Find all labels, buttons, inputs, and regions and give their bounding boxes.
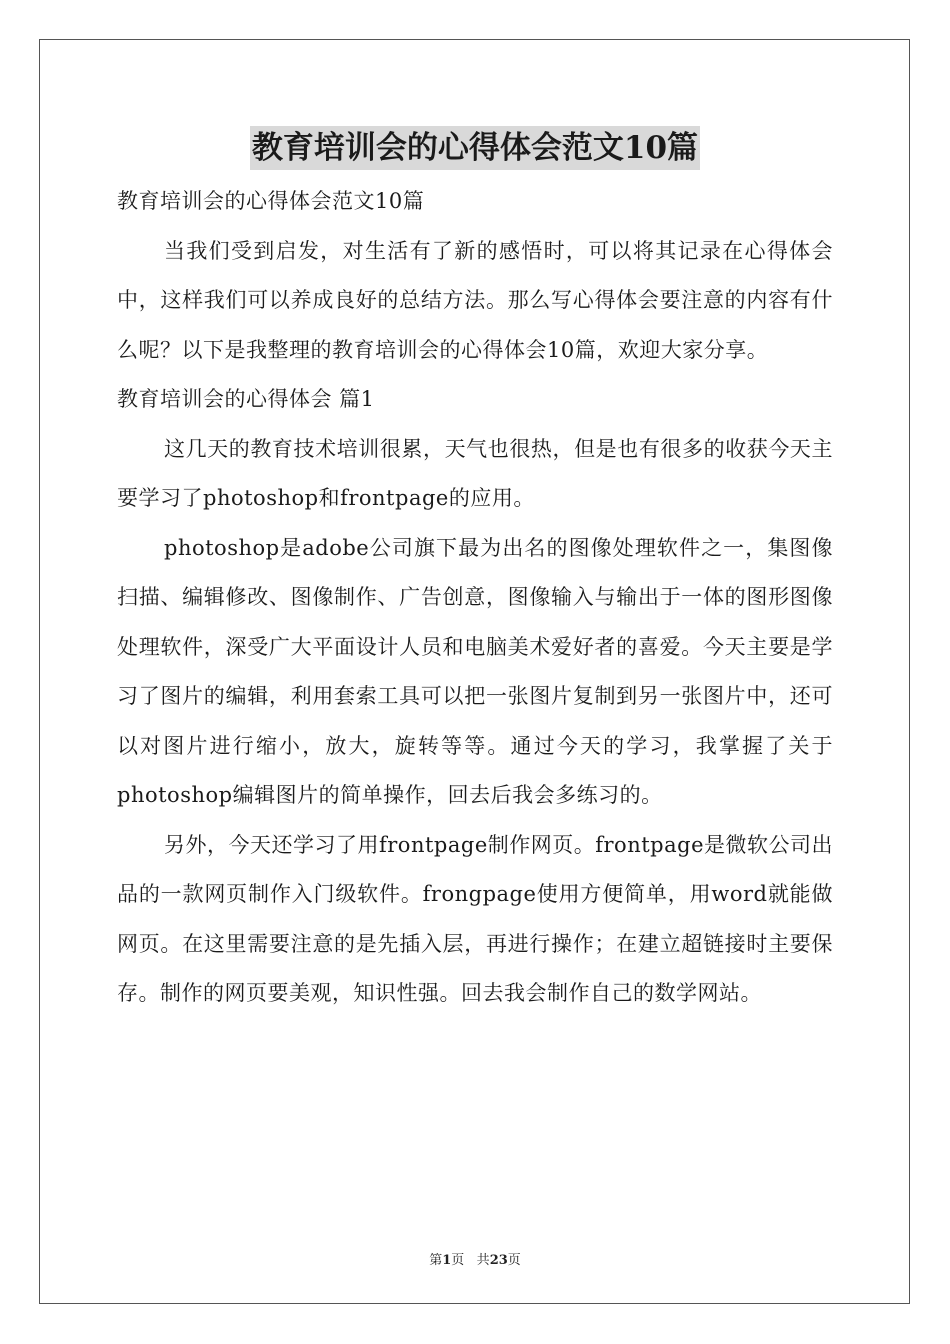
- page-total: 23: [489, 1253, 508, 1268]
- title-container: [0, 126, 950, 170]
- total-suffix: 页: [507, 1253, 521, 1268]
- subtitle-line: 教育培训会的心得体会范文10篇: [117, 189, 425, 213]
- intro-paragraph: 当我们受到启发，对生活有了新的感悟时，可以将其记录在心得体会中，这样我们可以养成良好的总结方法。那么写心得体会要注意的内容有什么呢？以下是我整理的教育培训会的心得体会10篇，欢迎大家分享。: [117, 238, 833, 362]
- body-paragraph: 另外，今天还学习了用frontpage制作网页。frontpage是微软公司出品的一款网页制作入门级软件。frongpage使用方便简单，用word就能做网页。在这里需要注意的是先插入层，再进行操作；在建立超链接时主要保存。制作的网页要美观，知识性强。回去我会制作自己的数学网站。: [117, 832, 834, 1005]
- total-prefix: 共: [476, 1253, 490, 1268]
- body-paragraph: 这几天的教育技术培训很累，天气也很热，但是也有很多的收获今天主要学习了photoshop和frontpage的应用。: [117, 436, 833, 510]
- page-prefix: 第: [429, 1253, 443, 1268]
- page-suffix: 页: [451, 1253, 465, 1268]
- document-body: [117, 177, 833, 1019]
- body-paragraph: photoshop是adobe公司旗下最为出名的图像处理软件之一，集图像扫描、编辑修改、图像制作、广告创意，图像输入与输出于一体的图形图像处理软件，深受广大平面设计人员和电脑美术爱好者的喜爱。今天主要是学习了图片的编辑，利用套索工具可以把一张图片复制到另一张图片中，还可以对图片进行缩小，放大，旋转等等。通过今天的学习，我掌握了关于photoshop编辑图片的简单操作，回去后我会多练习的。: [117, 535, 833, 807]
- section-heading: 教育培训会的心得体会 篇1: [117, 387, 375, 411]
- document-title: 教育培训会的心得体会范文10篇: [250, 126, 700, 170]
- page-current: 1: [442, 1253, 452, 1268]
- page-footer: [0, 1249, 950, 1268]
